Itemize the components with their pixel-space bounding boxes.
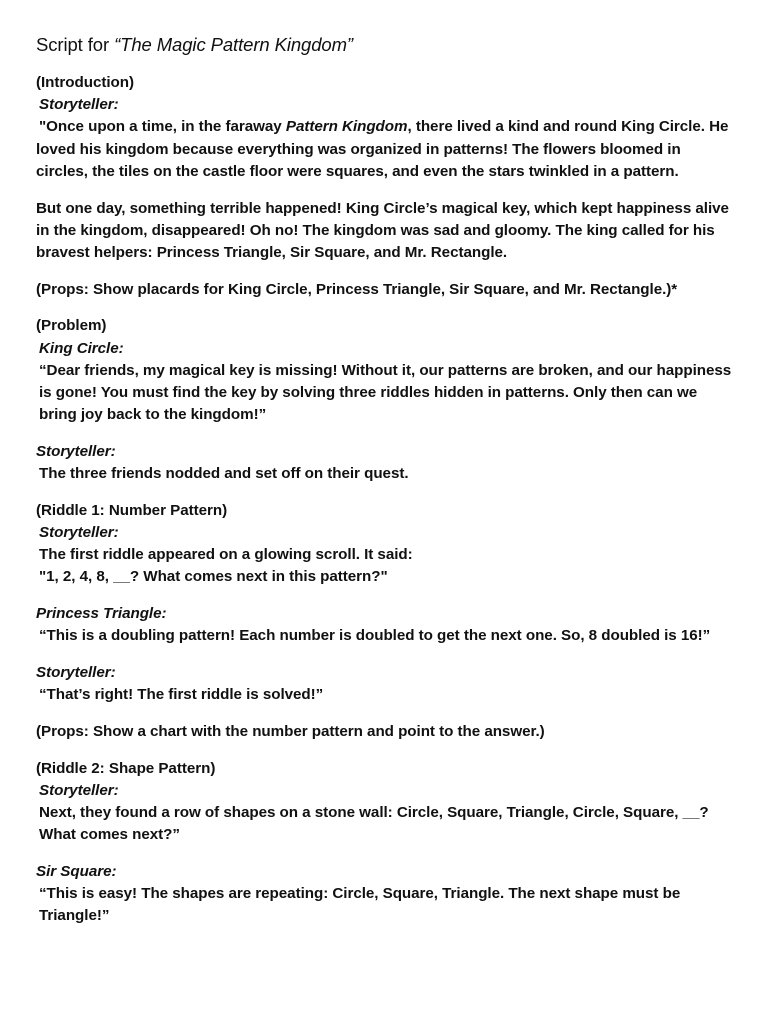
riddle1-line1: The first riddle appeared on a glowing scroll. It said: <box>39 546 413 564</box>
intro-props: (Props: Show placards for King Circle, Princess Triangle, Sir Square, and Mr. Rectangle.)* <box>36 280 678 298</box>
intro-speaker: Storyteller: <box>39 96 119 114</box>
intro-text-b: , there lived a kind and round King Circle. He loved his kingdom because everything was organized in patterns! The flowers bloomed in circles, the tiles on the castle floor were squares, and even the stars twinkled in a pattern. <box>36 118 729 180</box>
riddle2-answer-paragraph <box>36 861 732 928</box>
title-prefix: Script for <box>36 34 115 55</box>
intro-paragraph-2: But one day, something terrible happened! King Circle’s magical key, which kept happiness alive in the kingdom, disappeared! Oh no! The kingdom was sad and gloomy. The king called for his bravest helpers: Princess Triangle, Sir Square, and Mr. Rectangle. <box>36 199 729 261</box>
title-name: “The Magic Pattern Kingdom” <box>114 34 353 55</box>
problem-paragraph <box>36 315 732 426</box>
riddle1-confirm-paragraph <box>36 662 732 706</box>
riddle1-heading: (Riddle 1: Number Pattern) <box>36 501 228 519</box>
riddle2-paragraph <box>36 758 732 847</box>
riddle1-speaker-2: Princess Triangle: <box>36 605 167 623</box>
problem-speaker: King Circle: <box>39 339 124 357</box>
riddle1-speaker-3: Storyteller: <box>36 663 116 681</box>
intro-text-a: "Once upon a time, in the faraway <box>39 118 286 136</box>
problem-heading: (Problem) <box>36 317 107 335</box>
intro-text-em: Pattern Kingdom <box>285 118 408 136</box>
document-title <box>36 32 732 58</box>
intro-text <box>36 116 732 183</box>
riddle1-line2: "1, 2, 4, 8, __? What comes next in this pattern?" <box>39 568 388 586</box>
intro-paragraph <box>36 72 732 183</box>
riddle1-speaker: Storyteller: <box>39 523 119 541</box>
intro-heading: (Introduction) <box>36 74 134 91</box>
riddle2-answer: “This is easy! The shapes are repeating: Circle, Square, Triangle. The next shape must be Triangle!” <box>39 885 681 925</box>
riddle1-confirm: “That’s right! The first riddle is solved!” <box>39 686 324 704</box>
riddle1-props: (Props: Show a chart with the number pattern and point to the answer.) <box>36 722 545 740</box>
problem-text: “Dear friends, my magical key is missing! Without it, our patterns are broken, and our happiness is gone! You must find the key by solving three riddles hidden in patterns. Only then can we bring joy back to the kingdom!” <box>39 361 732 424</box>
problem-text-2: The three friends nodded and set off on their quest. <box>39 465 409 483</box>
riddle1-answer-paragraph <box>36 603 732 647</box>
riddle1-answer: “This is a doubling pattern! Each number is doubled to get the next one. So, 8 doubled is 16!” <box>39 627 711 645</box>
riddle1-paragraph <box>36 500 732 589</box>
riddle2-heading: (Riddle 2: Shape Pattern) <box>36 759 216 777</box>
problem-followup <box>36 441 732 485</box>
riddle2-speaker-2: Sir Square: <box>36 862 117 880</box>
problem-speaker-2: Storyteller: <box>36 442 116 460</box>
riddle2-speaker: Storyteller: <box>39 781 119 799</box>
riddle2-text: Next, they found a row of shapes on a stone wall: Circle, Square, Triangle, Circle, Square, __? What comes next?” <box>39 803 709 844</box>
